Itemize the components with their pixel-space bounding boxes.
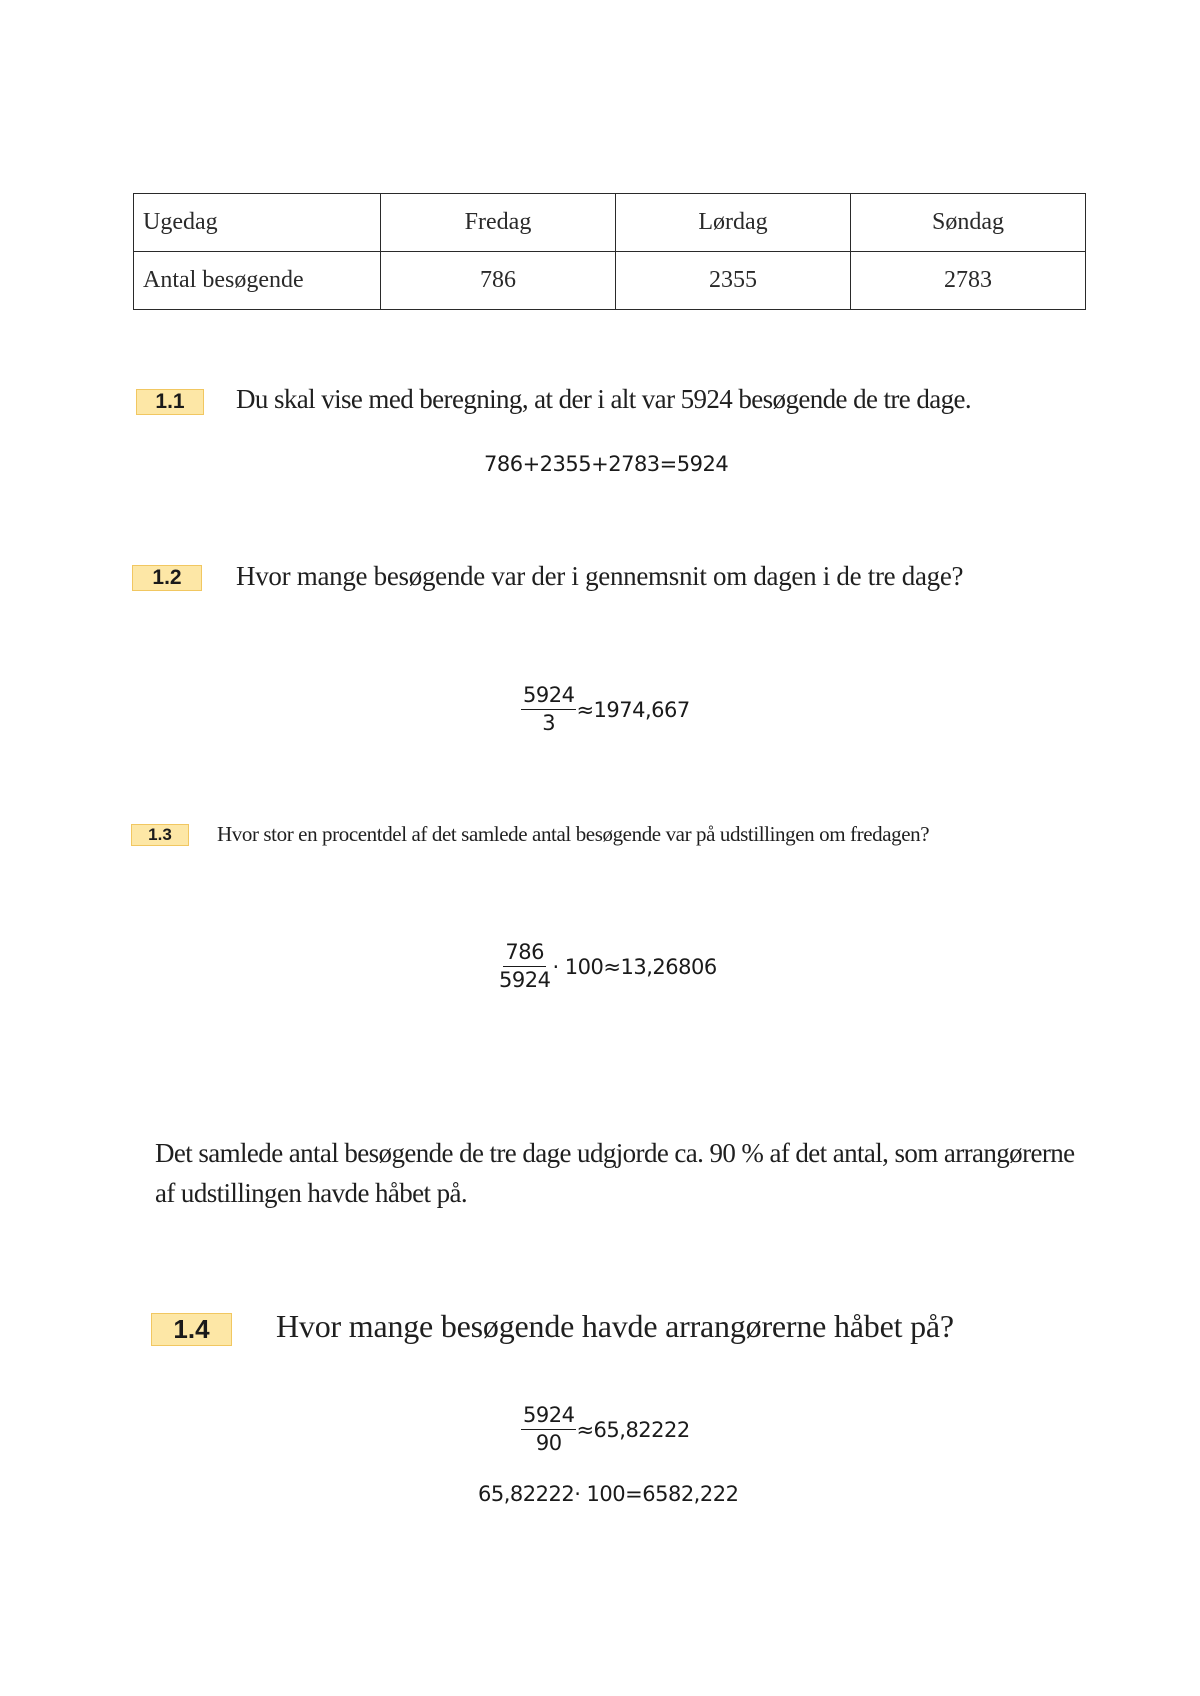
fraction-denominator: 5924 [499, 968, 551, 993]
table-header-row [134, 194, 1086, 252]
task-question: Hvor mange besøgende havde arrangørerne håbet på? [276, 1308, 954, 1344]
equation-result: ≈1974,667 [576, 697, 690, 722]
fraction [521, 683, 576, 736]
context-paragraph: Det samlede antal besøgende de tre dage udgjorde ca. 90 % af det antal, som arrangørerne af udstillingen havde håbet på. [155, 1138, 1075, 1208]
fraction [497, 940, 552, 993]
table-header-cell: Søndag [851, 194, 1086, 252]
fraction-numerator: 5924 [521, 683, 576, 710]
table-cell: 2783 [851, 252, 1086, 310]
fraction [521, 1403, 576, 1456]
fraction-denominator: 3 [542, 711, 556, 736]
answer-average-equation [521, 683, 690, 736]
fraction-numerator: 786 [503, 940, 546, 967]
task-number-badge: 1.4 [151, 1313, 232, 1346]
table-row-label: Antal besøgende [134, 252, 381, 310]
fraction-numerator: 5924 [521, 1403, 576, 1430]
task-number-badge: 1.1 [136, 389, 204, 415]
task-question: Du skal vise med beregning, at der i alt var 5924 besøgende de tre dage. [236, 384, 972, 414]
equation-result: · 100≈13,26806 [552, 954, 717, 979]
task-question: Hvor stor en procentdel af det samlede antal besøgende var på udstillingen om fredagen? [217, 822, 930, 846]
answer-sum-equation: 786+2355+2783=5924 [484, 452, 729, 476]
task-question: Hvor mange besøgende var der i gennemsnit om dagen i de tre dage? [236, 561, 964, 591]
answer-target-equation [521, 1403, 690, 1456]
task-number-badge: 1.3 [131, 824, 189, 846]
table-row [134, 252, 1086, 310]
fraction-denominator: 90 [535, 1431, 562, 1456]
equation-result: ≈65,82222 [576, 1417, 690, 1442]
table-cell: 786 [381, 252, 616, 310]
table-cell: 2355 [616, 252, 851, 310]
visitor-table [133, 193, 1086, 310]
table-header-label: Ugedag [134, 194, 381, 252]
table-header-cell: Fredag [381, 194, 616, 252]
table-header-cell: Lørdag [616, 194, 851, 252]
task-number-badge: 1.2 [132, 565, 202, 591]
answer-target-multiplication: 65,82222· 100=6582,222 [478, 1482, 739, 1506]
answer-percentage-equation [497, 940, 717, 993]
